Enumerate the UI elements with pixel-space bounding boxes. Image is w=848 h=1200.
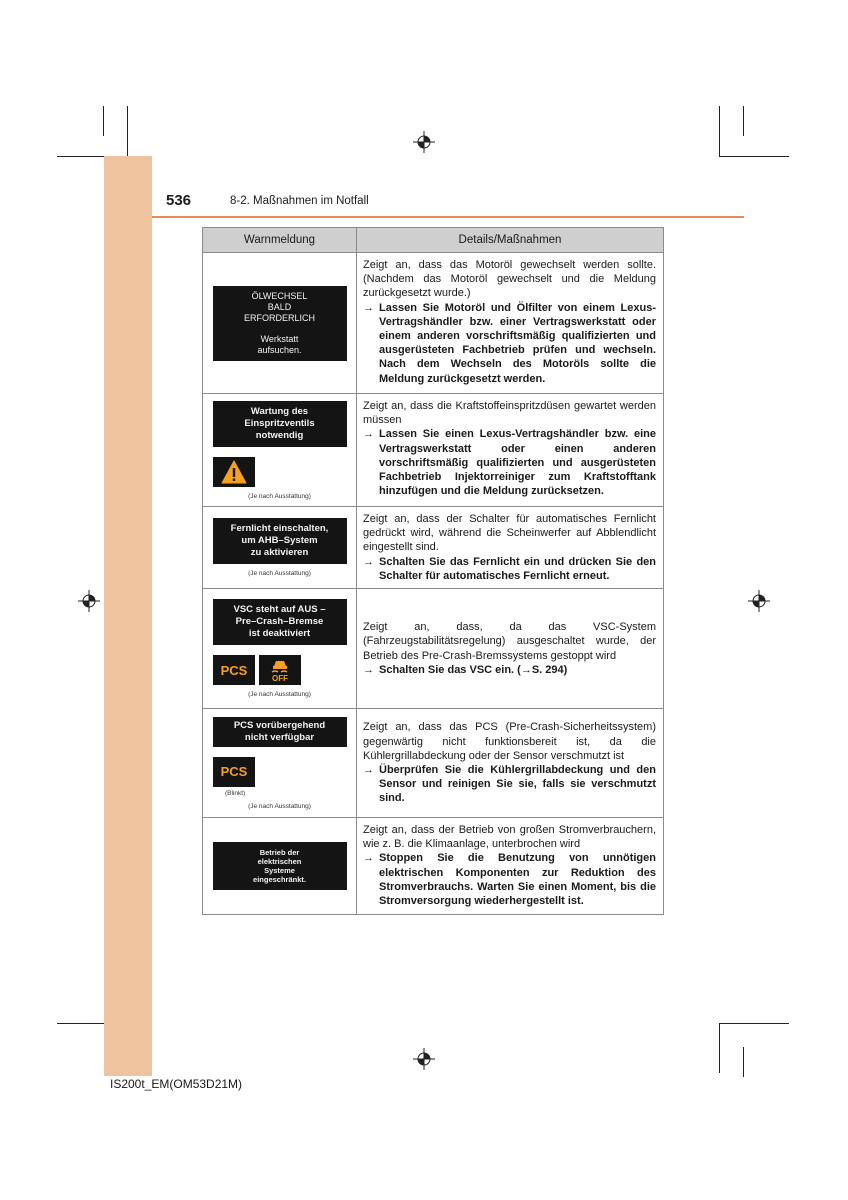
table-row (203, 709, 664, 818)
table-row (203, 507, 664, 589)
display-message-oil-change: ÖLWECHSEL BALD ERFORDERLICH Werkstatt aufsuchen. (213, 286, 347, 361)
registration-mark-icon (413, 1048, 435, 1070)
table-row (203, 253, 664, 394)
arrow-icon: → (363, 852, 374, 865)
page-number: 536 (166, 192, 192, 209)
column-header-warning: Warnmeldung (203, 228, 357, 253)
details-cell (357, 394, 664, 507)
details-cell (357, 709, 664, 818)
details-cell (357, 589, 664, 709)
warning-cell (203, 709, 357, 818)
display-message-injector-service: Wartung des Einspritzventils notwendig (213, 401, 347, 447)
action-text: Lassen Sie Motoröl und Ölfilter von einem Lexus-Vertragshändler bzw. einer Vertragswerkstatt oder einem anderen vorschriftsmäßig qualifizierten und ausgerüsteten Fachbetrieb prüfen und wechseln. Nach dem Wechseln des Motoröls sollte die Meldung zurückgesetzt werden. (379, 301, 656, 385)
detail-text: Zeigt an, dass die Kraftstoffeinspritzdüsen gewartet werden müssen (363, 400, 656, 427)
crop-mark (103, 106, 104, 136)
detail-text: Zeigt an, dass das PCS (Pre-Crash-Sicherheitssystem) gegenwärtig nicht funktionsbereit ist, da die Kühlergrillabdeckung oder der Sensor verschmutzt ist (363, 721, 656, 762)
header-rule (152, 216, 744, 218)
action-text: Schalten Sie das Fernlicht ein und drücken Sie den Schalter für automatisches Fernlicht erneut. (379, 555, 656, 582)
crop-mark (127, 106, 128, 156)
table-row (203, 818, 664, 915)
table-header-row (203, 228, 664, 253)
registration-mark-icon (413, 131, 435, 153)
display-message-high-beam: Fernlicht einschalten, um AHB–System zu aktivieren (213, 518, 347, 564)
arrow-icon: → (363, 663, 374, 676)
table-row (203, 589, 664, 709)
detail-text: Zeigt an, dass, da das VSC-System (Fahrzeugstabilitätsregelung) ausgeschaltet wurde, der Betrieb des Pre-Crash-Bremssystems gestoppt wird (363, 621, 656, 662)
detail-text: Zeigt an, dass der Betrieb von großen Stromverbrauchern, wie z. B. die Klimaanlage, unterbrochen wird (363, 824, 656, 851)
column-header-details: Details/Maßnahmen (357, 228, 664, 253)
crop-mark (719, 1023, 720, 1073)
warning-cell (203, 507, 357, 589)
warning-cell (203, 394, 357, 507)
arrow-icon: → (363, 555, 374, 568)
availability-note: (Je nach Ausstattung) (248, 492, 311, 500)
details-cell (357, 818, 664, 915)
action-text: Überprüfen Sie die Kühlergrillabdeckung und den Sensor und reinigen Sie sie, falls sie verschmutzt sind. (379, 764, 656, 805)
arrow-icon: → (363, 764, 374, 777)
crop-mark (719, 156, 789, 157)
registration-mark-icon (78, 590, 100, 612)
detail-text: Zeigt an, dass das Motoröl gewechselt werden sollte. (Nachdem das Motoröl gewechselt und die Meldung zurückgesetzt wurde.) (363, 259, 656, 300)
pcs-warning-icon: PCS (213, 655, 255, 685)
detail-text: Zeigt an, dass der Schalter für automatisches Fernlicht gedrückt wird, während die Scheinwerfer auf Abblendlicht eingestellt sind. (363, 513, 656, 554)
pcs-warning-icon: PCS (213, 757, 255, 787)
details-cell (357, 253, 664, 394)
display-message-vsc-off: VSC steht auf AUS – Pre–Crash–Bremse ist deaktiviert (213, 599, 347, 645)
availability-note: (Je nach Ausstattung) (248, 802, 311, 810)
crop-mark (719, 106, 720, 156)
section-title: 8-2. Maßnahmen im Notfall (230, 195, 369, 207)
document-code: IS200t_EM(OM53D21M) (110, 1077, 243, 1091)
chapter-tab-sidebar (104, 156, 152, 1076)
warning-triangle-icon (213, 457, 255, 487)
action-text: Lassen Sie einen Lexus-Vertragshändler bzw. eine Vertragswerkstatt oder einen anderen vorschriftsmäßig qualifizierten und ausgerüsteten Fachbetrieb Injektorreiniger zum Kraftstofftank hinzufügen und die Meldung zurücksetzen. (379, 428, 656, 498)
action-text: Stoppen Sie die Benutzung von unnötigen elektrischen Komponenten zur Reduktion des Stromverbrauchs. Warten Sie einen Moment, bis die Stromversorgung wiederhergestellt ist. (379, 852, 656, 908)
availability-note: (Je nach Ausstattung) (248, 570, 311, 577)
crop-mark (743, 106, 744, 136)
vsc-off-icon: OFF (259, 655, 301, 685)
registration-mark-icon (748, 590, 770, 612)
arrow-icon: → (363, 301, 374, 314)
display-message-electrical-limited: Betrieb der elektrischen Systeme eingeschränkt. (213, 842, 347, 890)
warning-cell (203, 818, 357, 915)
crop-mark (743, 1047, 744, 1077)
display-message-pcs-unavailable: PCS vorübergehend nicht verfügbar (213, 717, 347, 747)
crop-mark (719, 1023, 789, 1024)
warning-cell (203, 589, 357, 709)
table-row (203, 394, 664, 507)
blink-note: (Blinkt) (225, 789, 246, 797)
arrow-icon: → (363, 428, 374, 441)
warning-message-table (202, 227, 664, 915)
warning-cell (203, 253, 357, 394)
details-cell (357, 507, 664, 589)
availability-note: (Je nach Ausstattung) (248, 691, 311, 699)
action-text: Schalten Sie das VSC ein. (→S. 294) (379, 663, 568, 676)
